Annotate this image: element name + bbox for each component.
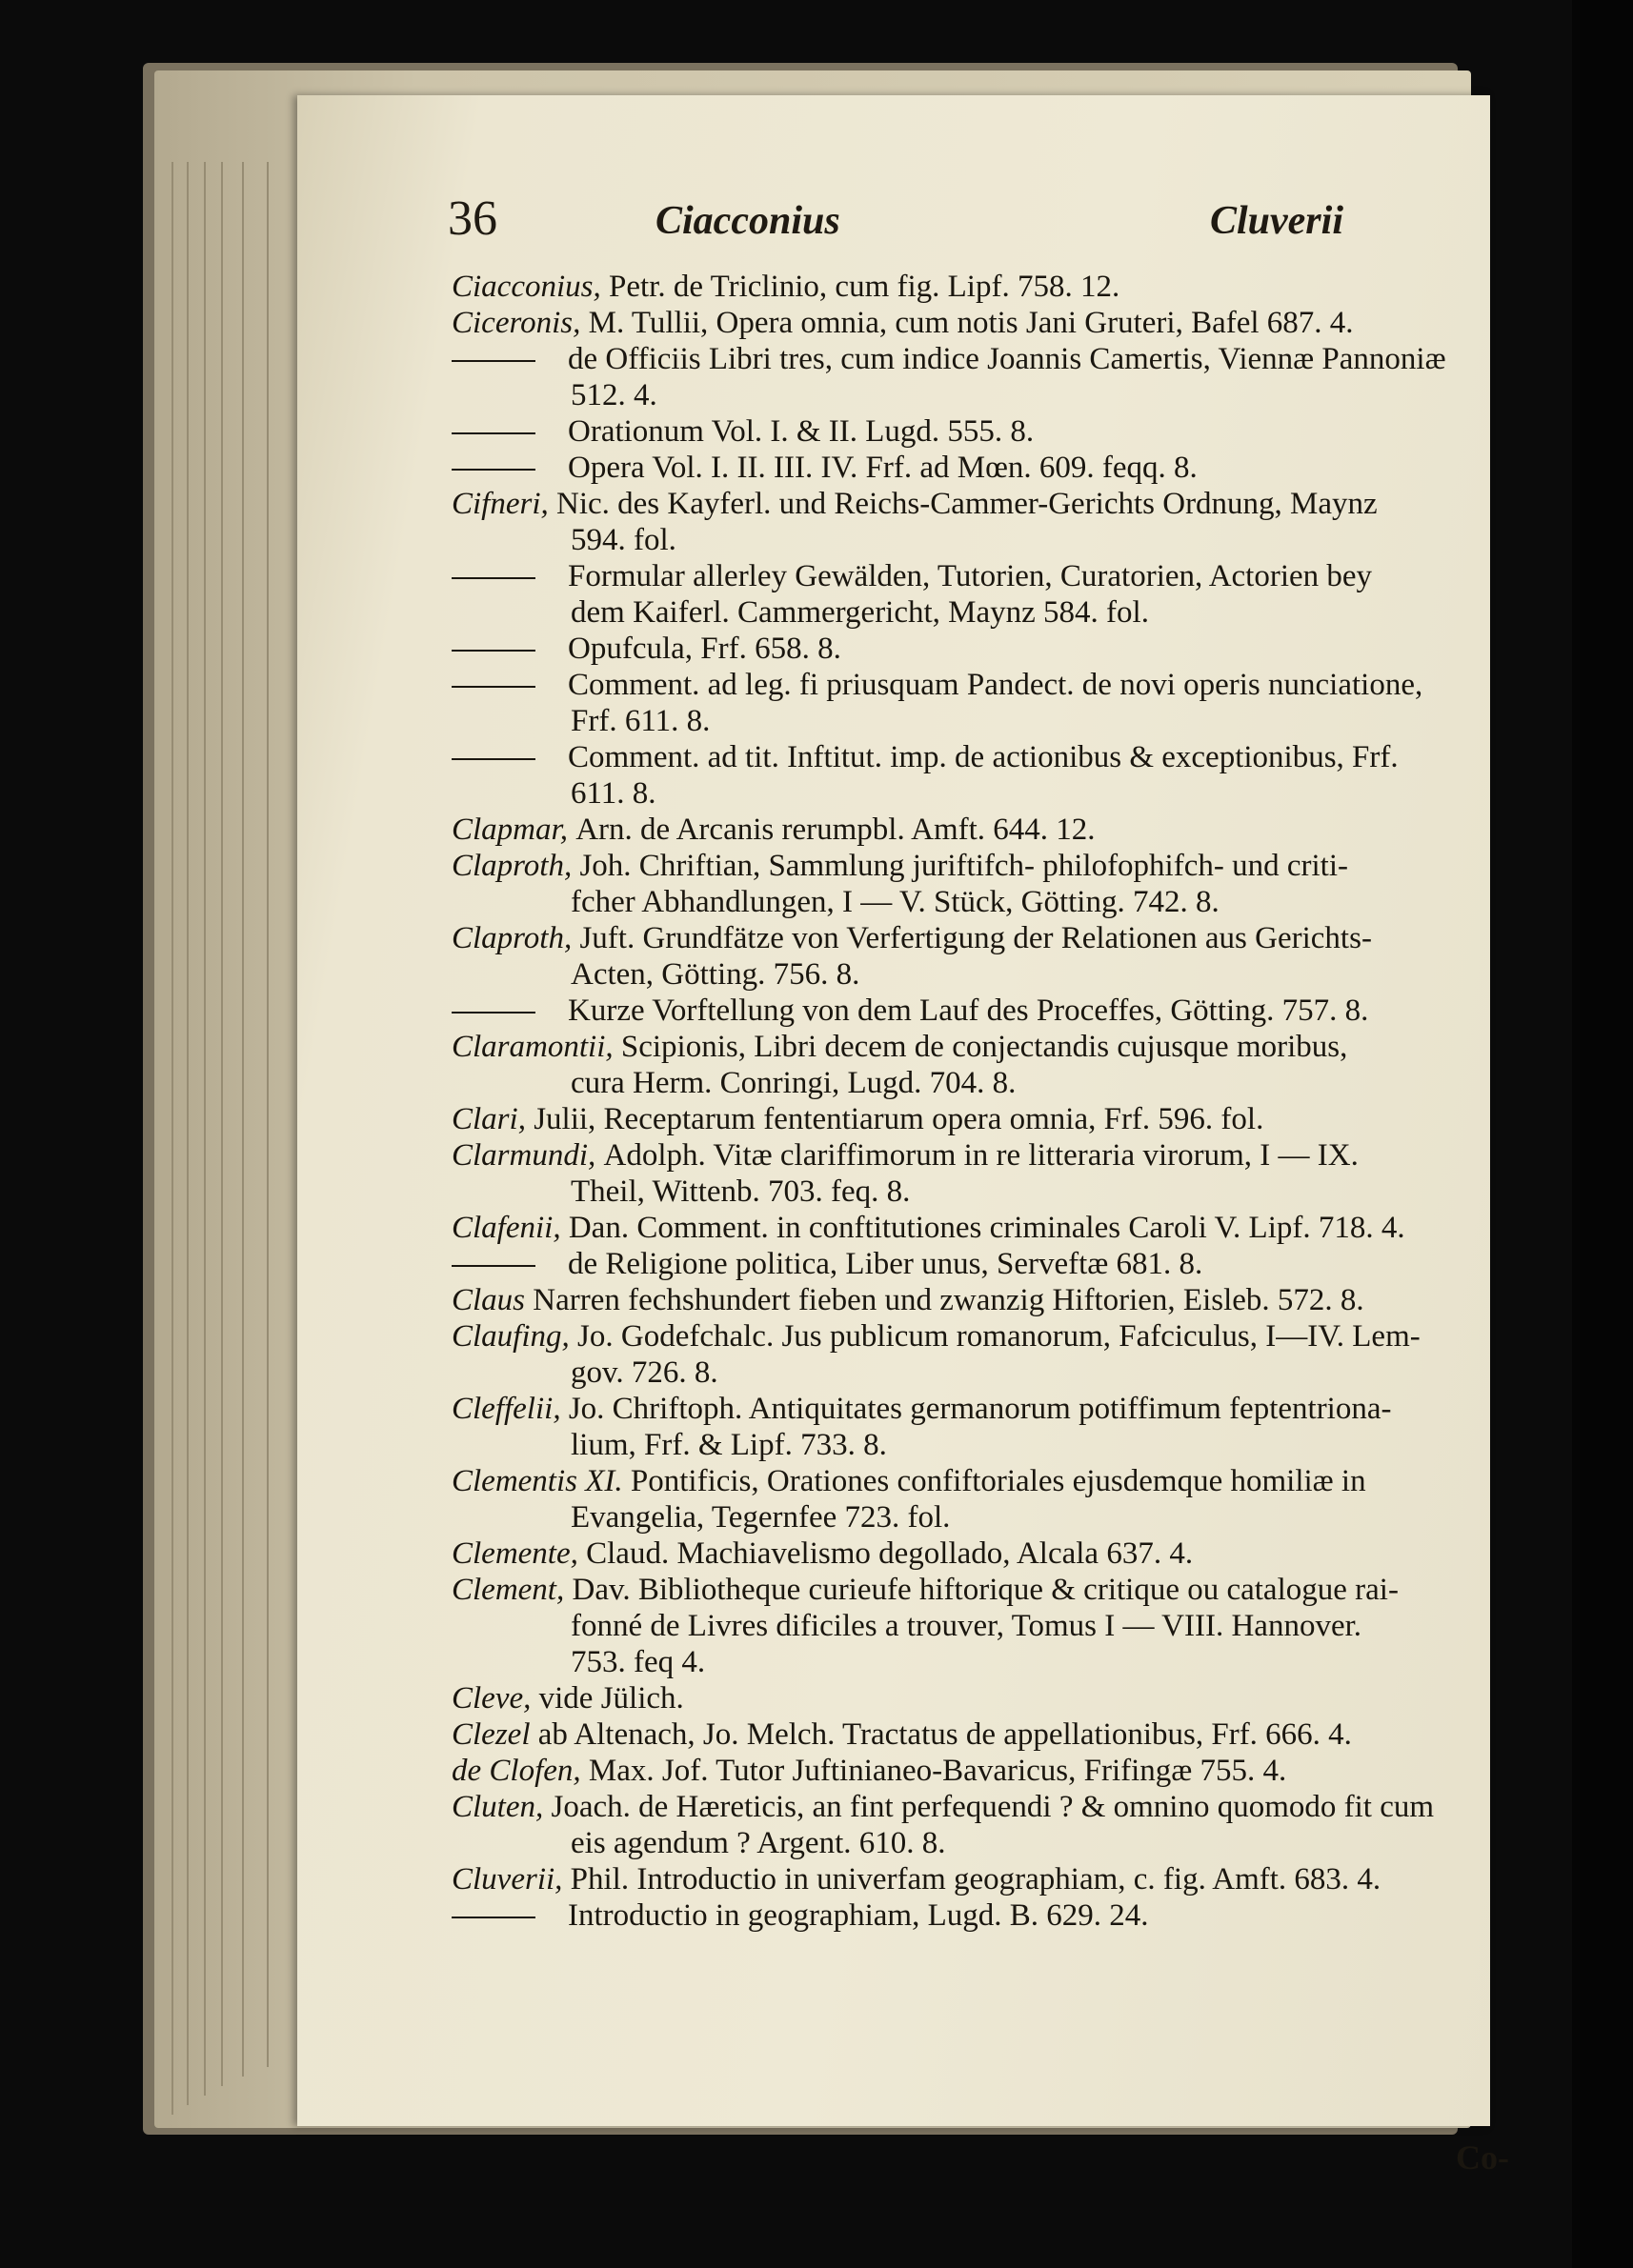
entry-text: Scipionis, Libri decem de conjectandis cujusque moribus, bbox=[620, 1030, 1348, 1064]
entry-continuation-line bbox=[452, 1608, 1509, 1644]
catalogue-entry bbox=[452, 1753, 1509, 1789]
entry-text: Evangelia, Tegernfee 723. fol. bbox=[571, 1500, 951, 1535]
entry-text: Petr. de Triclinio, cum fig. Lipf. 758. 12. bbox=[608, 270, 1120, 304]
catalogue-entry bbox=[452, 1680, 1509, 1716]
entry-first-line bbox=[452, 558, 1509, 594]
entry-text: Opera Vol. I. II. III. IV. Frf. ad Mœn. 609. feqq. 8. bbox=[568, 451, 1198, 485]
entry-heading: Ciacconius, bbox=[452, 270, 609, 304]
entry-text: Claud. Machiavelismo degollado, Alcala 637. 4. bbox=[586, 1536, 1194, 1571]
entry-text: Jo. Godefchalc. Jus publicum romanorum, Fafciculus, I—IV. Lem- bbox=[577, 1319, 1421, 1354]
entry-text: lium, Frf. & Lipf. 733. 8. bbox=[571, 1428, 887, 1462]
entry-heading: Cleffelii, bbox=[452, 1392, 569, 1426]
catalogue-entry bbox=[452, 341, 1509, 413]
page-edge-line bbox=[187, 162, 189, 2105]
entry-text: ab Altenach, Jo. Melch. Tractatus de appellationibus, Frf. 666. 4. bbox=[537, 1717, 1352, 1752]
entry-text: fcher Abhandlungen, I — V. Stück, Götting. 742. 8. bbox=[571, 885, 1220, 919]
entry-first-line bbox=[452, 1137, 1509, 1174]
entry-heading: Clafenii, bbox=[452, 1211, 569, 1245]
ditto-dash bbox=[452, 1012, 535, 1014]
running-header bbox=[448, 191, 1343, 257]
entry-heading: de Clofen, bbox=[452, 1754, 589, 1788]
catalogue-entry bbox=[452, 739, 1509, 812]
catalogue-entry bbox=[452, 269, 1509, 305]
entry-text: 512. 4. bbox=[571, 378, 657, 412]
entry-continuation-line bbox=[452, 1174, 1509, 1210]
entry-text: gov. 726. 8. bbox=[571, 1355, 718, 1390]
entry-heading: Clarmundi, bbox=[452, 1138, 604, 1173]
ditto-dash bbox=[452, 1265, 535, 1267]
entry-text: Arn. de Arcanis rerumpbl. Amft. 644. 12. bbox=[575, 813, 1096, 847]
entry-continuation-line bbox=[452, 1644, 1509, 1680]
entry-continuation-line bbox=[452, 1065, 1509, 1101]
entry-first-line bbox=[452, 341, 1509, 377]
page-edge-line bbox=[171, 162, 173, 2115]
entry-first-line bbox=[452, 993, 1509, 1029]
catalogue-entry bbox=[452, 450, 1509, 486]
catalogue-entry bbox=[452, 1246, 1509, 1282]
catalogue-entry bbox=[452, 1572, 1509, 1680]
entry-text: Juft. Grundfätze von Verfertigung der Relationen aus Gerichts- bbox=[579, 921, 1372, 955]
entry-text: 611. 8. bbox=[571, 776, 656, 811]
ditto-dash bbox=[452, 432, 535, 434]
entry-text: Nic. des Kayferl. und Reichs-Cammer-Gerichts Ordnung, Maynz bbox=[556, 487, 1378, 521]
entry-text: Jo. Chriftoph. Antiquitates germanorum potiffimum feptentriona- bbox=[568, 1392, 1392, 1426]
ditto-dash bbox=[452, 686, 535, 688]
entry-text: Acten, Götting. 756. 8. bbox=[571, 957, 860, 992]
entry-first-line bbox=[452, 413, 1509, 450]
entry-first-line bbox=[452, 1716, 1509, 1753]
entry-text: Opufcula, Frf. 658. 8. bbox=[568, 632, 841, 666]
entry-text: 594. fol. bbox=[571, 523, 676, 557]
entry-first-line bbox=[452, 1210, 1509, 1246]
entry-first-line bbox=[452, 1753, 1509, 1789]
entry-heading: Cleve, bbox=[452, 1681, 539, 1716]
running-head-left: Ciacconius bbox=[655, 199, 840, 243]
entry-text: Orationum Vol. I. & II. Lugd. 555. 8. bbox=[568, 414, 1035, 449]
catalogue-entry bbox=[452, 667, 1509, 739]
entry-first-line bbox=[452, 812, 1509, 848]
catalogue-entry bbox=[452, 1535, 1509, 1572]
catalogue-entry bbox=[452, 1282, 1509, 1318]
page-edge-line bbox=[267, 162, 269, 2067]
entry-text: Comment. ad leg. fi priusquam Pandect. de novi operis nunciatione, bbox=[568, 668, 1423, 702]
entry-continuation-line bbox=[452, 522, 1509, 558]
catalogue-entry bbox=[452, 1789, 1509, 1861]
catalogue-entry bbox=[452, 1463, 1509, 1535]
catalogue-entry bbox=[452, 1101, 1509, 1137]
ditto-dash bbox=[452, 1917, 535, 1918]
entry-heading: Cifneri, bbox=[452, 487, 557, 521]
catalogue-entry bbox=[452, 486, 1509, 558]
entry-text: Max. Jof. Tutor Juftinianeo-Bavaricus, Frifingæ 755. 4. bbox=[588, 1754, 1287, 1788]
entry-heading: Clezel bbox=[452, 1717, 538, 1752]
ditto-dash bbox=[452, 360, 535, 362]
entry-text: de Officiis Libri tres, cum indice Joannis Camertis, Viennæ Pannoniæ bbox=[568, 342, 1446, 376]
ditto-dash bbox=[452, 577, 535, 579]
entry-first-line bbox=[452, 1391, 1509, 1427]
running-head-right: Cluverii bbox=[1209, 199, 1343, 243]
catalogue-entry bbox=[452, 1318, 1509, 1391]
entry-heading: Ciceronis, bbox=[452, 306, 589, 340]
catalogue-entry bbox=[452, 1210, 1509, 1246]
entry-first-line bbox=[452, 1535, 1509, 1572]
entry-first-line bbox=[452, 1861, 1509, 1897]
entry-first-line bbox=[452, 450, 1509, 486]
catalogue-entry bbox=[452, 558, 1509, 631]
entry-text: M. Tullii, Opera omnia, cum notis Jani Gruteri, Bafel 687. 4. bbox=[588, 306, 1354, 340]
catalogue-entry bbox=[452, 1861, 1509, 1897]
entry-continuation-line bbox=[452, 884, 1509, 920]
catalogue-entry bbox=[452, 812, 1509, 848]
entry-heading: Claproth, bbox=[452, 849, 580, 883]
entry-heading: Cluverii, bbox=[452, 1862, 571, 1897]
entry-heading: Clementis XI. bbox=[452, 1464, 631, 1498]
entry-text: Introductio in geographiam, Lugd. B. 629. 24. bbox=[568, 1898, 1149, 1933]
entry-first-line bbox=[452, 1318, 1509, 1355]
entry-continuation-line bbox=[452, 1427, 1509, 1463]
entry-first-line bbox=[452, 1463, 1509, 1499]
catalogue-entry bbox=[452, 631, 1509, 667]
entry-heading: Clari, bbox=[452, 1102, 534, 1136]
entry-first-line bbox=[452, 1572, 1509, 1608]
entry-text: Formular allerley Gewälden, Tutorien, Curatorien, Actorien bey bbox=[568, 559, 1373, 593]
entry-first-line bbox=[452, 848, 1509, 884]
page-number: 36 bbox=[448, 191, 497, 246]
entry-first-line bbox=[452, 1789, 1509, 1825]
catalogue-entry bbox=[452, 1137, 1509, 1210]
entry-text: Dav. Bibliotheque curieufe hiftorique & critique ou catalogue rai- bbox=[572, 1573, 1399, 1607]
entry-continuation-line bbox=[452, 1825, 1509, 1861]
entry-text: Theil, Wittenb. 703. feq. 8. bbox=[571, 1174, 911, 1209]
entry-first-line bbox=[452, 1282, 1509, 1318]
entry-continuation-line bbox=[452, 775, 1509, 812]
entry-text: 753. feq 4. bbox=[571, 1645, 706, 1679]
catalogue-entry bbox=[452, 920, 1509, 993]
entry-text: eis agendum ? Argent. 610. 8. bbox=[571, 1826, 946, 1860]
entry-text: dem Kaiferl. Cammergericht, Maynz 584. fol. bbox=[571, 595, 1149, 630]
entry-first-line bbox=[452, 920, 1509, 956]
catalogue-entry bbox=[452, 413, 1509, 450]
entry-text: Julii, Receptarum fententiarum opera omnia, Frf. 596. fol. bbox=[534, 1102, 1264, 1136]
catchword: Co- bbox=[1456, 2138, 1509, 2177]
catalogue-entry bbox=[452, 993, 1509, 1029]
entry-text: Dan. Comment. in conftitutiones criminales Caroli V. Lipf. 718. 4. bbox=[568, 1211, 1405, 1245]
entry-continuation-line bbox=[452, 703, 1509, 739]
entry-first-line bbox=[452, 631, 1509, 667]
entry-first-line bbox=[452, 1680, 1509, 1716]
entry-text: Narren fechshundert fieben und zwanzig Hiftorien, Eisleb. 572. 8. bbox=[533, 1283, 1364, 1317]
entry-continuation-line bbox=[452, 377, 1509, 413]
ditto-dash bbox=[452, 650, 535, 652]
ditto-dash bbox=[452, 758, 535, 760]
entry-first-line bbox=[452, 1897, 1509, 1934]
entry-text: Joh. Chriftian, Sammlung juriftifch- philofophifch- und criti- bbox=[579, 849, 1348, 883]
entry-text: Frf. 611. 8. bbox=[571, 704, 711, 738]
entry-heading: Cluten, bbox=[452, 1790, 552, 1824]
entry-heading: Claus bbox=[452, 1283, 534, 1317]
entry-text: Adolph. Vitæ clariffimorum in re litteraria virorum, I — IX. bbox=[603, 1138, 1359, 1173]
entry-text: de Religione politica, Liber unus, Serveftæ 681. 8. bbox=[568, 1247, 1203, 1281]
entry-text: fonné de Livres dificiles a trouver, Tomus I — VIII. Hannover. bbox=[571, 1609, 1362, 1643]
entry-first-line bbox=[452, 269, 1509, 305]
catalogue-entry bbox=[452, 1391, 1509, 1463]
entry-continuation-line bbox=[452, 594, 1509, 631]
entry-text: Kurze Vorftellung von dem Lauf des Proceffes, Götting. 757. 8. bbox=[568, 994, 1369, 1028]
background-right bbox=[1572, 0, 1633, 2268]
entry-text: Phil. Introductio in univerfam geographiam, c. fig. Amft. 683. 4. bbox=[570, 1862, 1381, 1897]
entry-first-line bbox=[452, 305, 1509, 341]
entry-first-line bbox=[452, 1246, 1509, 1282]
catalogue-entry bbox=[452, 1897, 1509, 1934]
entry-text: Comment. ad tit. Inftitut. imp. de actionibus & exceptionibus, Frf. bbox=[568, 740, 1399, 774]
entry-first-line bbox=[452, 739, 1509, 775]
entry-continuation-line bbox=[452, 1355, 1509, 1391]
entry-heading: Clement, bbox=[452, 1573, 573, 1607]
entry-first-line bbox=[452, 1029, 1509, 1065]
entry-first-line bbox=[452, 667, 1509, 703]
page-edge-line bbox=[204, 162, 206, 2096]
entry-continuation-line bbox=[452, 1499, 1509, 1535]
page-edge-line bbox=[242, 162, 244, 2077]
entry-text: vide Jülich. bbox=[538, 1681, 684, 1716]
entry-first-line bbox=[452, 486, 1509, 522]
entry-text: Joach. de Hæreticis, an fint perfequendi ? & omnino quomodo fit cum bbox=[551, 1790, 1435, 1824]
entry-heading: Claufing, bbox=[452, 1319, 578, 1354]
entry-heading: Claproth, bbox=[452, 921, 580, 955]
entry-text: Pontificis, Orationes confiftoriales ejusdemque homiliæ in bbox=[630, 1464, 1366, 1498]
ditto-dash bbox=[452, 469, 535, 471]
page-edge-line bbox=[221, 162, 223, 2086]
entry-text: cura Herm. Conringi, Lugd. 704. 8. bbox=[571, 1066, 1017, 1100]
entry-first-line bbox=[452, 1101, 1509, 1137]
entry-continuation-line bbox=[452, 956, 1509, 993]
catalogue-entry bbox=[452, 1029, 1509, 1101]
catalogue-entry bbox=[452, 305, 1509, 341]
entry-heading: Claramontii, bbox=[452, 1030, 621, 1064]
entry-heading: Clapmar, bbox=[452, 813, 576, 847]
catalogue-entry bbox=[452, 848, 1509, 920]
catalogue-entries bbox=[452, 269, 1509, 1934]
catalogue-entry bbox=[452, 1716, 1509, 1753]
entry-heading: Clemente, bbox=[452, 1536, 587, 1571]
